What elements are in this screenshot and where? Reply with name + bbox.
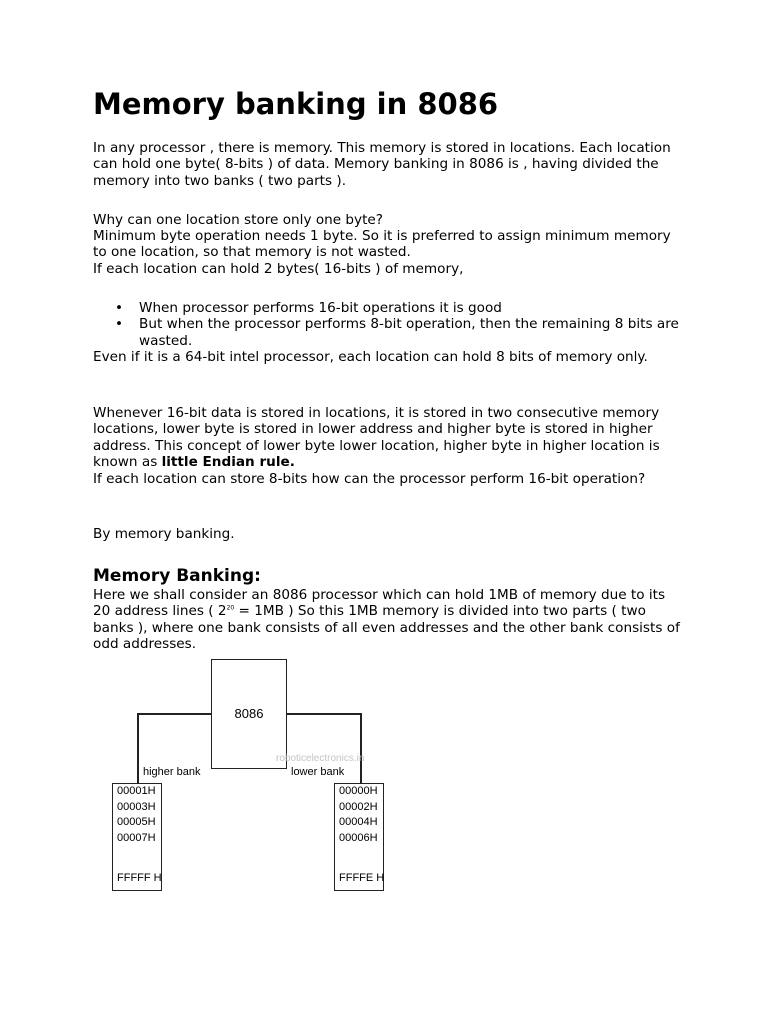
bank-address: 00003H xyxy=(117,800,156,813)
why-question: Why can one location store only one byte? xyxy=(93,212,384,228)
bank-last-address: FFFFE H xyxy=(339,872,385,884)
bank-address: 00002H xyxy=(339,800,378,813)
endian-paragraph xyxy=(93,405,683,470)
section-text-b: = 1MB ) So this 1MB memory is divided into two parts ( two banks ), where one bank consists of all even addresses and the other bank consists of odd addresses. xyxy=(93,603,680,652)
intro-paragraph: In any processor , there is memory. This memory is stored in locations. Each location can hold one byte( 8-bits ) of data. Memory banking in 8086 is , having divided the memory into two banks ( two parts ). xyxy=(93,140,671,189)
page-title: Memory banking in 8086 xyxy=(93,87,499,121)
list-item: • But when the processor performs 8-bit operation, then the remaining 8 bits are wasted. xyxy=(93,316,683,349)
two-bytes-paragraph: If each location can hold 2 bytes( 16-bits ) of memory, xyxy=(93,261,464,277)
bank-address: 00004H xyxy=(339,816,378,828)
superscript-20: 20 xyxy=(226,604,235,612)
list-item: • When processor performs 16-bit operations it is good xyxy=(93,300,683,316)
lower-bank-caption: lower bank xyxy=(291,766,345,778)
connector-left-horizontal xyxy=(137,713,212,715)
intel64-paragraph: Even if it is a 64-bit intel processor, each location can hold 8 bits of memory only. xyxy=(93,349,648,365)
higher-bank-box xyxy=(112,783,162,891)
bank-last-address: FFFFF H xyxy=(117,872,162,884)
endian-rule-bold: little Endian rule. xyxy=(161,453,295,470)
question2-paragraph: If each location can store 8-bits how can the processor perform 16-bit operation? xyxy=(93,471,646,487)
bullet-list xyxy=(93,300,683,349)
lower-bank-box xyxy=(334,783,384,891)
cpu-label: 8086 xyxy=(234,706,264,721)
connector-right-horizontal xyxy=(286,713,361,715)
bank-address: 00007H xyxy=(117,831,156,844)
higher-bank-caption: higher bank xyxy=(143,766,201,778)
section-heading: Memory Banking: xyxy=(93,566,261,586)
bank-address: 00005H xyxy=(117,816,156,828)
bank-address: 00000H xyxy=(339,785,378,797)
why-answer: Minimum byte operation needs 1 byte. So it is preferred to assign minimum memory to one location, so that memory is not wasted. xyxy=(93,228,671,261)
connector-right-vertical xyxy=(360,713,362,783)
bank-address: 00006H xyxy=(339,831,378,844)
connector-left-vertical xyxy=(137,713,139,783)
section-paragraph xyxy=(93,587,683,652)
bank-address: 00001H xyxy=(117,785,156,797)
memory-banking-diagram xyxy=(95,657,415,907)
watermark: roboticelectronics.in xyxy=(276,753,365,764)
section-text-a: Here we shall consider an 8086 processor which can hold 1MB of memory due to its 20 address lines ( 2 xyxy=(93,587,666,620)
endian-text: Whenever 16-bit data is stored in locations, it is stored in two consecutive memory locations, lower byte is stored in lower address and higher byte is stored in higher address. This concept of lower byte lower location, higher byte in higher location is known as xyxy=(93,405,660,470)
answer2-paragraph: By memory banking. xyxy=(93,526,235,542)
